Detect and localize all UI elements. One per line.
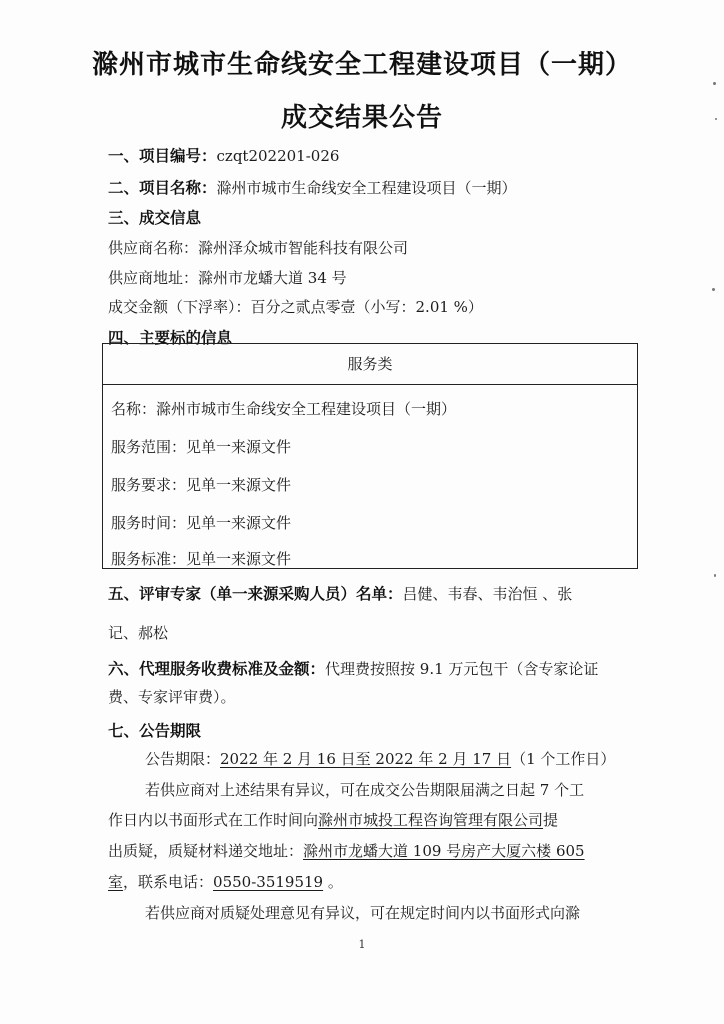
text-span: 提	[543, 811, 559, 829]
section-experts	[108, 582, 572, 604]
table-row: 名称：滁州市城市生命线安全工程建设项目（一期）	[111, 400, 457, 418]
main-subject-table	[102, 343, 638, 569]
project-name-value: 滁州市城市生命线安全工程建设项目（一期）	[216, 179, 517, 197]
document-title-line1: 滁州市城市生命线安全工程建设项目（一期）	[91, 50, 632, 80]
text-span: 作日内以书面形式在工作时间向	[108, 811, 319, 829]
supplier-address: 供应商地址：滁州市龙蟠大道 34 号	[108, 269, 347, 287]
text-span: 。	[323, 873, 343, 891]
objection-paragraph-line1: 若供应商对上述结果有异议，可在成交公告期限届满之日起 7 个工	[145, 781, 585, 799]
section-project-number	[108, 144, 339, 166]
contact-phone: 0550-3519519	[213, 873, 324, 891]
scan-speck	[715, 118, 717, 120]
objection-handling-paragraph-line1: 若供应商对质疑处理意见有异议，可在规定时间内以书面形式向滁	[145, 904, 581, 922]
agency-fee-line1: 代理费按照按 9.1 万元包干（含专家论证	[325, 660, 599, 678]
phone-label: ，联系电话：	[123, 873, 214, 891]
document-title-line2: 成交结果公告	[280, 103, 443, 133]
objection-paragraph-line4	[108, 871, 343, 892]
section-deal-info-heading: 三、成交信息	[108, 209, 202, 227]
scan-speck	[712, 288, 715, 291]
section-main-subject-heading: 四、主要标的信息	[108, 329, 233, 347]
project-number-value: czqt202201-026	[216, 147, 340, 165]
table-row: 服务标准：见单一来源文件	[111, 550, 292, 568]
period-value: 2022 年 2 月 16 日至 2022 年 2 月 17 日	[220, 750, 512, 768]
period-label: 公告期限：	[145, 750, 221, 768]
agency-name: 滁州市城投工程咨询管理有限公司	[318, 811, 544, 829]
supplier-name: 供应商名称：滁州泽众城市智能科技有限公司	[108, 239, 409, 257]
experts-list-line1: 吕健、韦春、韦治恒 、张	[402, 585, 573, 603]
section-heading: 一、项目编号：	[108, 147, 217, 165]
section-agency-fee	[108, 657, 598, 679]
submission-address-end: 室	[108, 873, 124, 891]
objection-paragraph-line2	[108, 809, 558, 830]
table-header-service-type: 服务类	[103, 344, 637, 385]
section-project-name	[108, 176, 517, 198]
table-row: 服务范围：见单一来源文件	[111, 438, 292, 456]
table-row: 服务要求：见单一来源文件	[111, 476, 292, 494]
submission-address: 滁州市龙蟠大道 109 号房产大厦六楼 605	[303, 842, 585, 860]
table-row: 服务时间：见单一来源文件	[111, 514, 292, 532]
section-heading: 五、评审专家（单一来源采购人员）名单：	[108, 585, 403, 603]
period-note: （1 个工作日）	[511, 750, 616, 768]
agency-fee-line2: 费、专家评审费）。	[108, 688, 236, 706]
objection-paragraph-line3	[108, 840, 585, 861]
scan-speck	[713, 82, 716, 85]
section-announcement-period-heading: 七、公告期限	[108, 722, 202, 740]
page-number: 1	[358, 938, 366, 951]
section-heading: 六、代理服务收费标准及金额：	[108, 660, 326, 678]
deal-amount: 成交金额（下浮率）：百分之贰点零壹（小写：2.01 %）	[108, 298, 483, 316]
experts-list-line2: 记、郝松	[108, 624, 169, 642]
section-heading: 二、项目名称：	[108, 179, 217, 197]
announcement-period	[145, 748, 615, 769]
scan-speck	[714, 574, 716, 577]
text-span: 出质疑，质疑材料递交地址：	[108, 842, 304, 860]
